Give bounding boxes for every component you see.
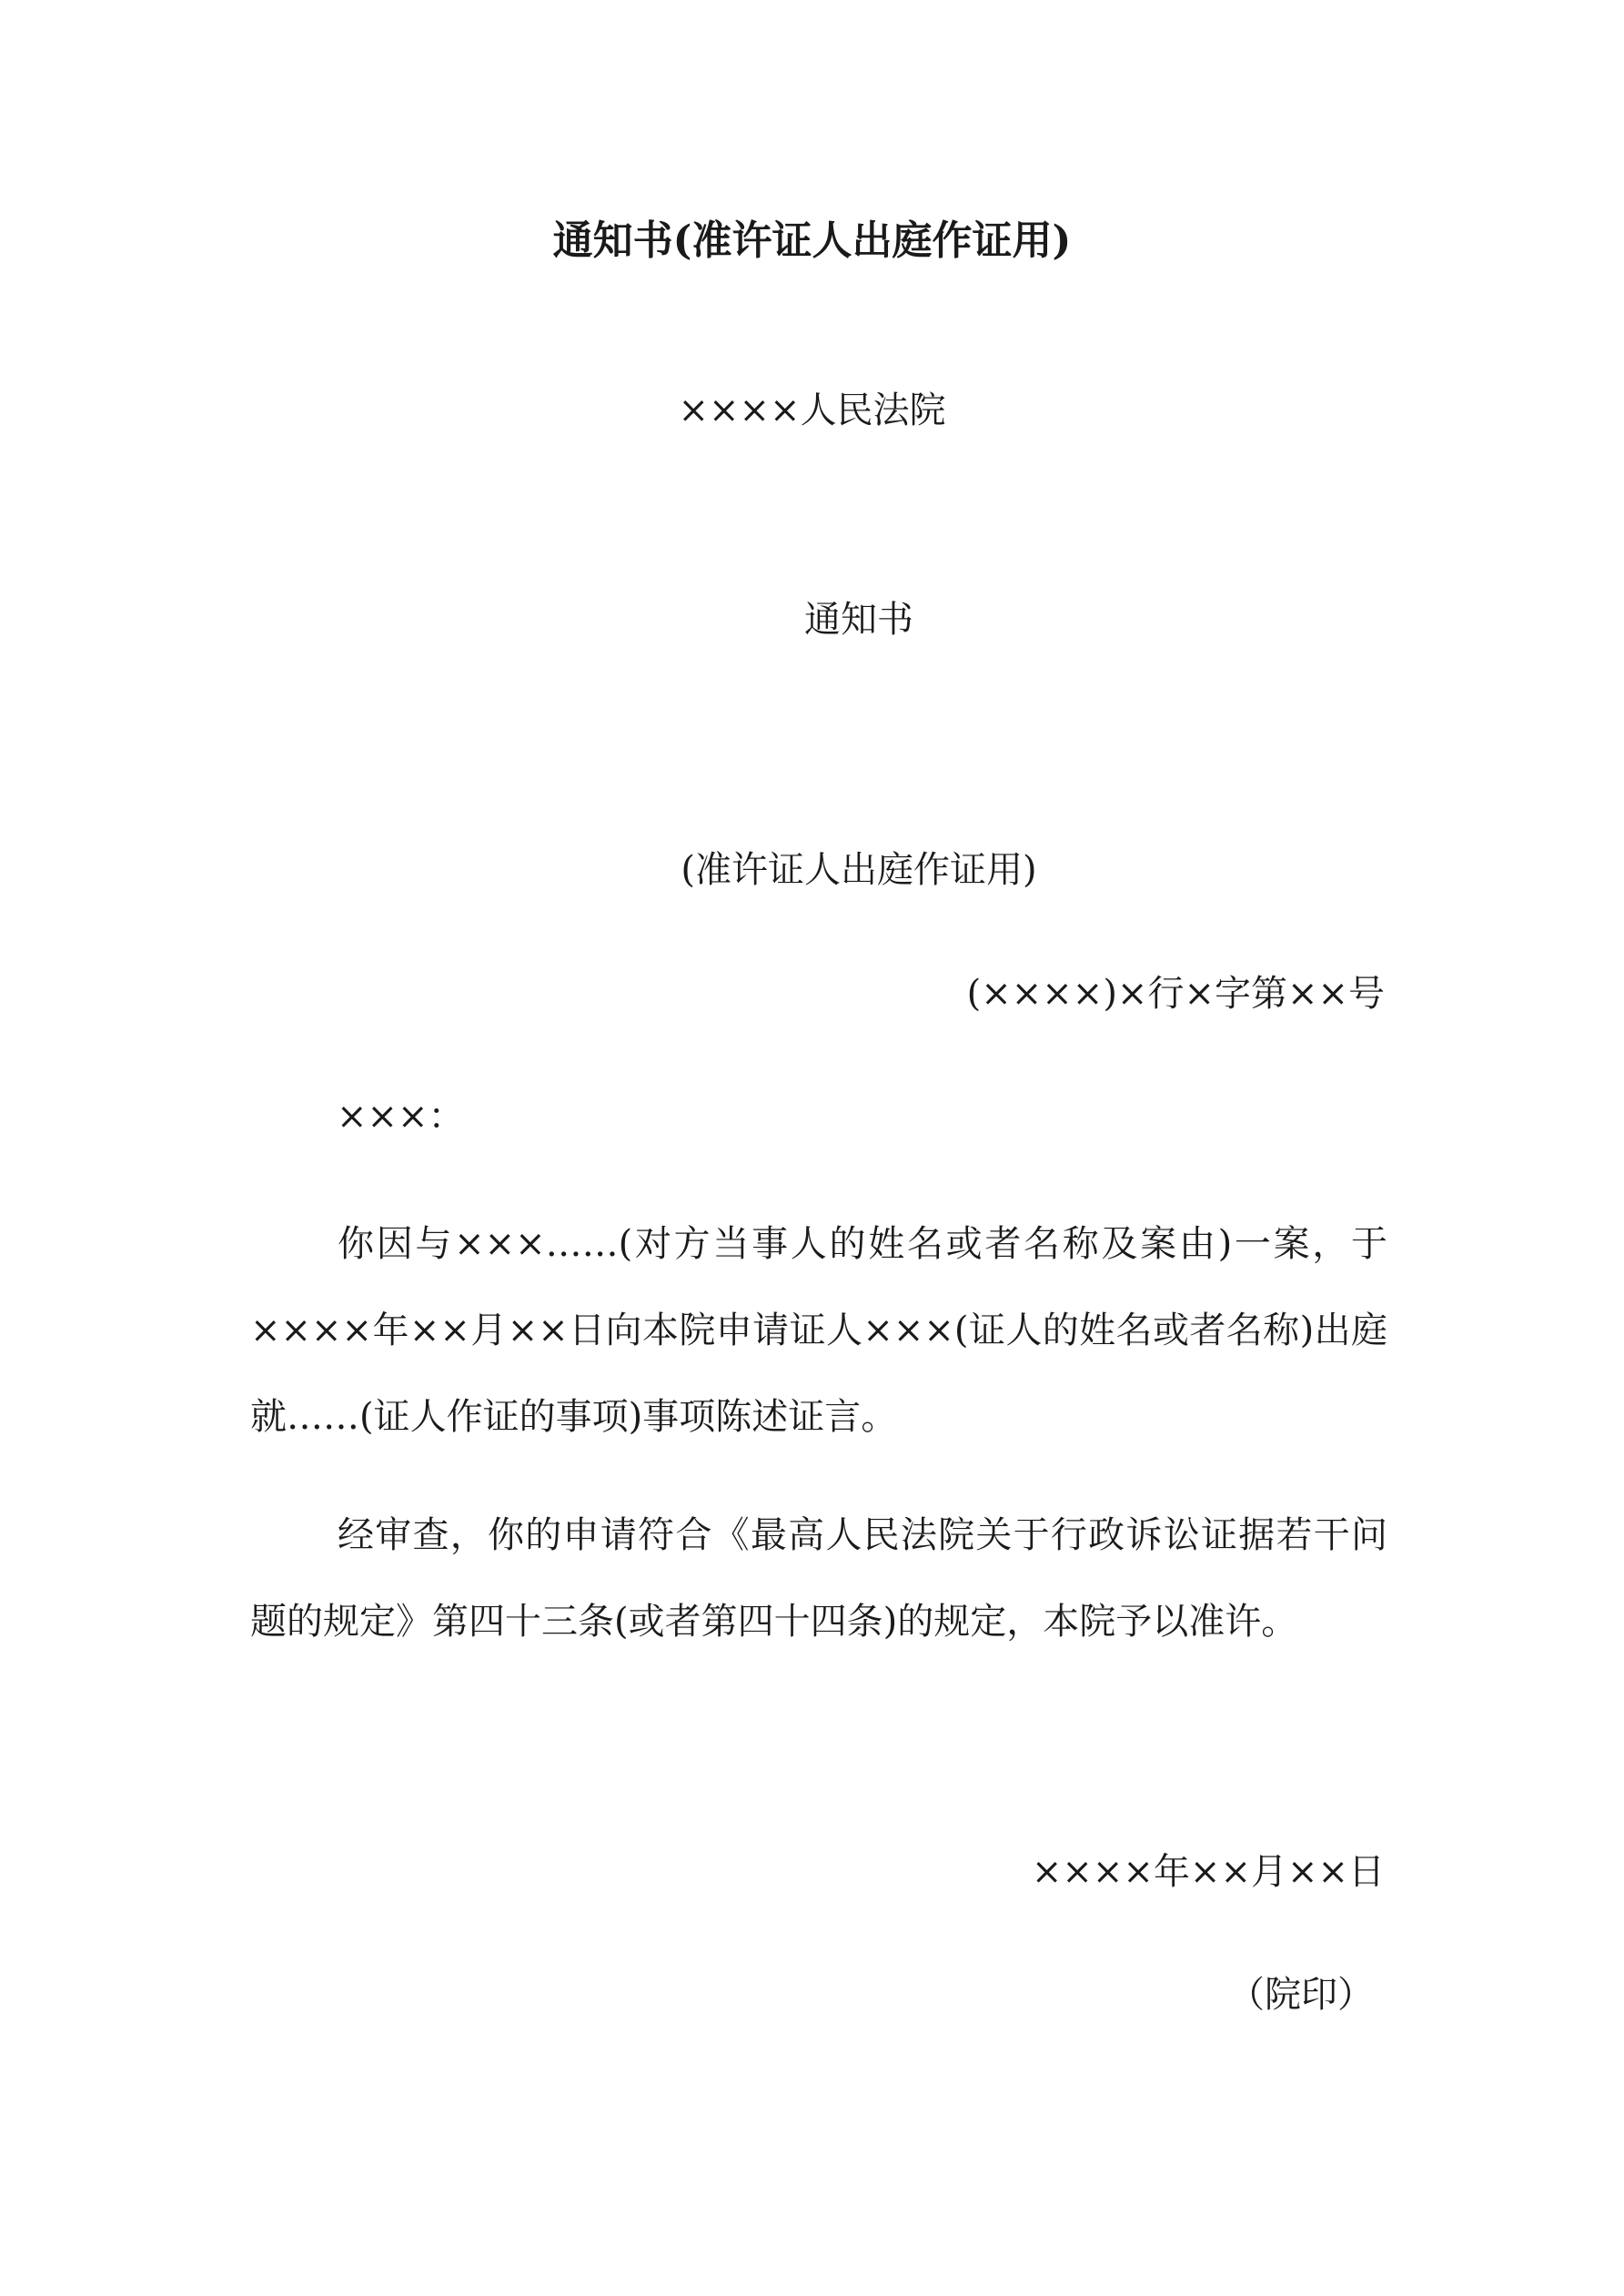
document-type: 通知书 xyxy=(804,599,913,641)
issue-date: ××××年××月××日 xyxy=(1031,1851,1385,1893)
court-name: ××××人民法院 xyxy=(678,389,946,431)
body-paragraph-1: 你因与×××……(对方当事人的姓名或者名称及案由)一案，于××××年××月××日向本院申请证人×××(证人的姓名或者名称)出庭就……(证人作证的事项)事项陈述证言。 xyxy=(250,1223,1387,1438)
case-number: (××××)×行×字第××号 xyxy=(966,973,1385,1015)
body-paragraph-2: 经审查，你的申请符合《最高人民法院关于行政诉讼证据若干问题的规定》第四十三条(或者第四十四条)的规定，本院予以准许。 xyxy=(250,1514,1387,1643)
addressee: ×××： xyxy=(337,1096,465,1138)
document-title: 通知书(准许证人出庭作证用) xyxy=(552,217,1072,264)
court-seal-note: （院印） xyxy=(1228,1974,1374,2016)
document-subtitle: (准许证人出庭作证用) xyxy=(681,849,1037,891)
